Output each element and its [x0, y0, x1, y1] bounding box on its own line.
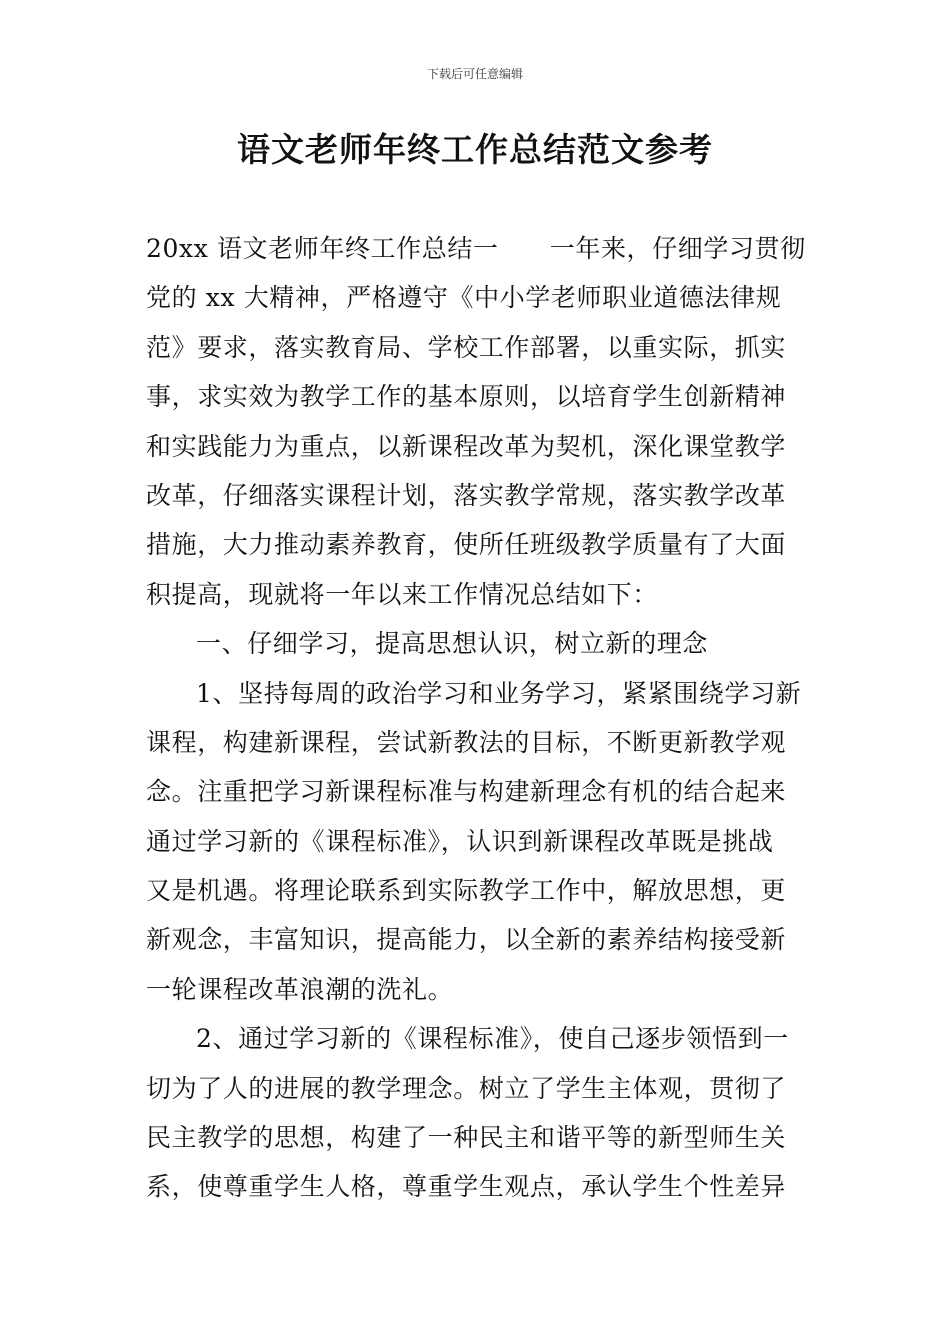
header-note: 下载后可任意编辑	[426, 67, 523, 81]
text-line: 一、仔细学习，提高思想认识，树立新的理念	[196, 629, 709, 659]
paragraph-item-1	[146, 669, 808, 1015]
text-line: 和实践能力为重点，以新课程改革为契机，深化课堂教学	[146, 431, 787, 461]
text-line: 20xx 语文老师年终工作总结一 一年来，仔细学习贯彻	[146, 234, 806, 263]
document-title: 语文老师年终工作总结范文参考	[237, 130, 713, 169]
text-line: 念。注重把学习新课程标准与构建新理念有机的结合起来	[146, 777, 787, 807]
text-line: 1、坚持每周的政治学习和业务学习，紧紧围绕学习新	[196, 678, 802, 708]
text-line: 范》要求，落实教育局、学校工作部署，以重实际，抓实	[146, 332, 787, 362]
paragraph-intro	[146, 224, 808, 619]
text-line: 一轮课程改革浪潮的洗礼。	[146, 974, 454, 1004]
paragraph-item-2	[146, 1014, 808, 1212]
text-line: 2、通过学习新的《课程标准》，使自己逐步领悟到一	[196, 1024, 789, 1054]
section-heading-1	[146, 619, 808, 668]
text-line: 党的 xx 大精神，严格遵守《中小学老师职业道德法律规	[146, 283, 782, 313]
text-line: 课程，构建新课程，尝试新教法的目标，不断更新教学观	[146, 727, 787, 757]
text-line: 积提高，现就将一年以来工作情况总结如下：	[146, 579, 659, 609]
text-line: 系，使尊重学生人格，尊重学生观点，承认学生个性差异	[146, 1172, 787, 1202]
text-line: 新观念，丰富知识，提高能力，以全新的素养结构接受新	[146, 925, 787, 955]
document-body	[146, 224, 808, 1212]
text-line: 又是机遇。将理论联系到实际教学工作中，解放思想，更	[146, 876, 787, 906]
text-line: 通过学习新的《课程标准》，认识到新课程改革既是挑战	[146, 826, 774, 856]
text-line: 措施，大力推动素养教育，使所任班级教学质量有了大面	[146, 530, 787, 560]
text-line: 事，求实效为教学工作的基本原则，以培育学生创新精神	[146, 382, 787, 412]
text-line: 改革，仔细落实课程计划，落实教学常规，落实教学改革	[146, 480, 787, 510]
text-line: 切为了人的进展的教学理念。树立了学生主体观，贯彻了	[146, 1073, 787, 1103]
text-line: 民主教学的思想，构建了一种民主和谐平等的新型师生关	[146, 1123, 787, 1153]
